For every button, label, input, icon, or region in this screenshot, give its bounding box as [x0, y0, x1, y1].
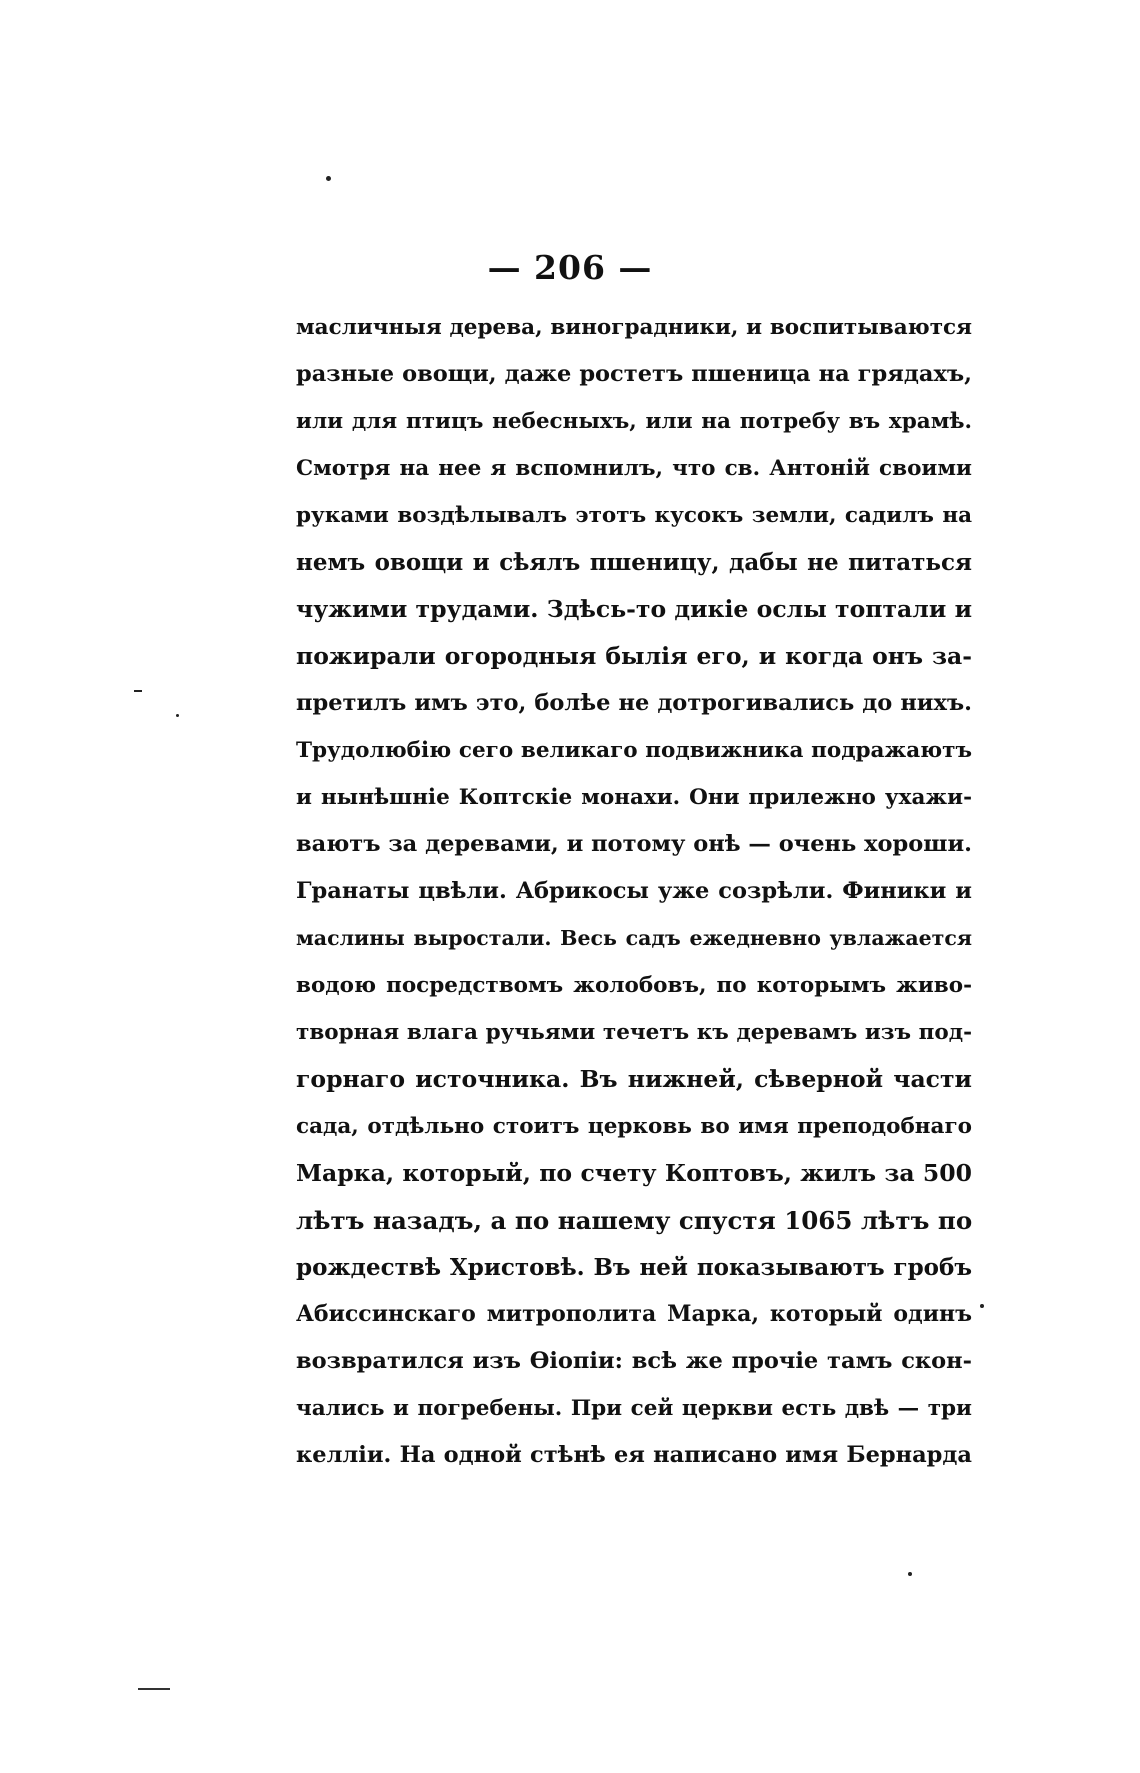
text-line: чались и погребены. При сей церкви есть двѣ — три [296, 1396, 972, 1421]
scan-speck [326, 176, 331, 181]
text-line: рождествѣ Христовѣ. Въ ней показываютъ гробъ [296, 1254, 972, 1281]
text-line: пожирали огородныя былія его, и когда онъ за- [296, 642, 972, 670]
text-line: Смотря на нее я вспомнилъ, что св. Антоній своими [296, 456, 972, 481]
text-line: Марка, который, по счету Коптовъ, жилъ за 500 [296, 1159, 972, 1187]
text-line: водою посредствомъ жолобовъ, по которымъ живо- [296, 973, 972, 998]
text-line: Гранаты цвѣли. Абрикосы уже созрѣли. Финики и [296, 878, 972, 904]
text-line: келліи. На одной стѣнѣ ея написано имя Бернарда [296, 1442, 972, 1468]
text-line: Трудолюбію сего великаго подвижника подражаютъ [296, 738, 972, 763]
page-number: — 206 — [487, 248, 653, 287]
text-line: творная влага ручьями течетъ къ деревамъ изъ под- [296, 1020, 972, 1045]
text-line: чужими трудами. Здѣсь-то дикіе ослы топтали и [296, 595, 972, 623]
text-line: горнаго источника. Въ нижней, сѣверной части [296, 1065, 972, 1093]
text-line: масличныя дерева, виноградники, и воспитываются [296, 315, 972, 340]
body-text [296, 304, 972, 1479]
text-line: возвратился изъ Ѳіопіи: всѣ же прочіе тамъ скон- [296, 1348, 972, 1374]
text-line: или для птицъ небесныхъ, или на потребу въ храмѣ. [296, 409, 972, 434]
text-line: и нынѣшніе Коптскіе монахи. Они прилежно ухажи- [296, 785, 972, 810]
text-line: сада, отдѣльно стоитъ церковь во имя преподобнаго [296, 1114, 972, 1139]
text-line: разные овощи, даже ростетъ пшеница на грядахъ, [296, 361, 972, 387]
footer-rule [138, 1688, 170, 1690]
text-line: маслины выростали. Весь садъ ежедневно увлажается [296, 926, 972, 950]
scan-speck [980, 1304, 984, 1308]
text-line: немъ овощи и сѣялъ пшеницу, дабы не питаться [296, 549, 972, 576]
text-line: руками воздѣлывалъ этотъ кусокъ земли, садилъ на [296, 503, 972, 528]
text-line: претилъ имъ это, болѣе не дотрогивались до нихъ. [296, 690, 972, 716]
text-line: Абиссинскаго митрополита Марка, который одинъ [296, 1301, 972, 1327]
text-line: лѣтъ назадъ, а по нашему спустя 1065 лѣтъ по [296, 1206, 973, 1235]
scan-speck [176, 714, 179, 717]
text-line: ваютъ за деревами, и потому онѣ — очень хороши. [296, 831, 972, 857]
scan-mark [134, 690, 142, 692]
scan-speck [908, 1572, 912, 1576]
